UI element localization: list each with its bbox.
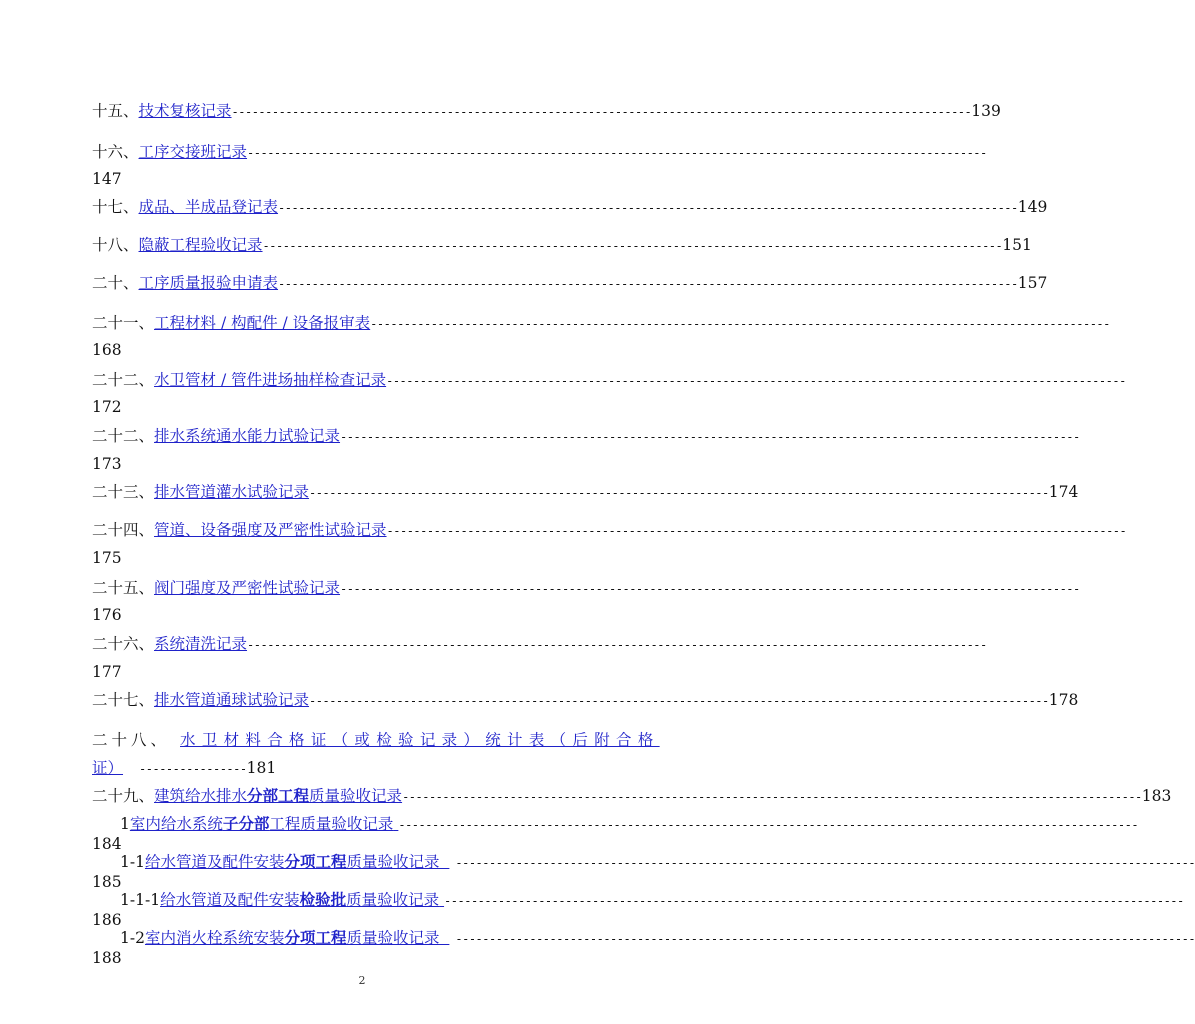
toc-entry-link[interactable]: 室内消火栓系统安装分项工程质量验收记录 [144, 928, 440, 947]
leader-dots: -------------------------------------------------------------------------------------------------------------- [398, 818, 1139, 832]
toc-entry-number: 二十三、 [92, 483, 155, 501]
toc-entry [92, 482, 1079, 503]
toc-entry-page: 178 [1048, 691, 1079, 709]
toc-entry [92, 690, 1079, 711]
toc-entry-page: 176 [92, 606, 122, 624]
toc-entry [92, 520, 1127, 541]
toc-entry-number: 1 [120, 815, 130, 833]
toc-entry-number: 二十六、 [92, 635, 155, 653]
toc-entry [92, 578, 1080, 599]
toc-entry-number: 二十二、 [92, 427, 155, 445]
leader-dots: -------------------------------------------------------------------------------------------------------------- [455, 932, 1195, 946]
toc-entry-link[interactable]: 技术复核记录 [138, 102, 232, 120]
leader-dots: -------------------------------------------------------------------------------------------------------------- [402, 790, 1142, 804]
leader-dots: -------------------------------------------------------------------------------------------------------------- [309, 486, 1049, 500]
toc-entry-link[interactable]: 室内给水系统子分部工程质量验收记录 [129, 814, 394, 833]
toc-entry [92, 101, 1001, 122]
leader-dots: -------------------------------------------------------------------------------------------------------------- [340, 430, 1080, 444]
toc-subentry [120, 928, 1195, 949]
leader-dots: -------------------------------------------------------------------------------------------------------------- [262, 239, 1003, 253]
toc-entry-page: 151 [1002, 236, 1032, 254]
toc-entry [92, 313, 1110, 334]
toc-entry-continuation [92, 758, 276, 779]
toc-entry-link[interactable]: 管道、设备强度及严密性试验记录 [154, 521, 387, 539]
toc-entry-page: 147 [92, 170, 122, 188]
toc-entry-link[interactable]: 排水系统通水能力试验记录 [154, 427, 341, 445]
leader-dots: -------------------------------------------------------------------------------------------------------------- [370, 317, 1110, 331]
toc-subentry [120, 814, 1139, 835]
toc-entry-link[interactable]: 工序质量报验申请表 [138, 274, 279, 292]
toc-entry-link[interactable]: 工序交接班记录 [138, 143, 248, 161]
toc-entry-link[interactable]: 建筑给水排水分部工程质量验收记录 [154, 786, 403, 805]
toc-entry-page: 186 [92, 911, 122, 929]
toc-entry-link[interactable]: 给水管道及配件安装检验批质量验收记录 [160, 890, 440, 909]
toc-entry-link[interactable]: 成品、半成品登记表 [138, 198, 279, 216]
leader-dots: -------------------------------------------------------------------------------------------------------------- [278, 277, 1018, 291]
leader-dots: -------------------------------------------------------------------------------------------------------------- [231, 105, 972, 119]
toc-entry-page: 184 [92, 835, 122, 853]
toc-entry-number: 二十二、 [92, 371, 155, 389]
toc-entry-page: 183 [1141, 787, 1172, 805]
toc-entry-link[interactable]: 给水管道及配件安装分项工程质量验收记录 [144, 852, 440, 871]
toc-entry [92, 273, 1048, 294]
toc-entry-link-continued[interactable]: 证） [92, 759, 124, 777]
leader-dots: -------------------------------------------------------------------------------------------------------------- [386, 524, 1127, 538]
leader-dots: -------------------------------------------------------------------------------------------------------------- [247, 638, 987, 652]
toc-entry-number: 1-1-1 [120, 891, 161, 909]
toc-entry-number: 二十八、 [92, 731, 171, 749]
toc-entry-page: 174 [1048, 483, 1079, 501]
toc-entry-number: 1-2 [120, 929, 145, 947]
leader-dots: -------------------------------------------------------------------------------------------------------------- [309, 694, 1049, 708]
toc-entry-page: 188 [92, 949, 122, 967]
toc-entry [92, 426, 1080, 447]
toc-entry-number: 二十七、 [92, 691, 155, 709]
toc-entry-link[interactable]: 工程材料 / 构配件 / 设备报审表 [154, 314, 371, 332]
toc-entry-number: 十七、 [92, 198, 139, 216]
toc-entry-page: 168 [92, 341, 122, 359]
leader-dots: -------------------------------------------------------------------------------------------------------------- [444, 894, 1184, 908]
leader-dots: -------------------------------------------------------------------------------------------------------------- [247, 146, 987, 160]
toc-entry-page: 177 [92, 663, 122, 681]
toc-entry-link[interactable]: 水卫材料合格证（或检验记录）统计表（后附合格 [180, 731, 660, 749]
leader-dots: -------------------------------------------------------------------------------------------------------------- [386, 374, 1126, 388]
toc-entry [92, 197, 1048, 218]
toc-entry-28 [92, 730, 666, 750]
toc-entry-page: 185 [92, 873, 122, 891]
toc-entry-link[interactable]: 排水管道灌水试验记录 [154, 483, 310, 501]
toc-entry-page: 172 [92, 398, 122, 416]
toc-entry-page: 139 [971, 102, 1001, 120]
toc-entry-page: 157 [1017, 274, 1048, 292]
toc-subentry [120, 890, 1184, 911]
toc-entry [92, 142, 987, 163]
toc-entry [92, 634, 987, 655]
toc-entry-page: 175 [92, 549, 122, 567]
toc-entry-29 [92, 786, 1172, 807]
toc-subentry [120, 852, 1195, 873]
toc-entry-number: 二十四、 [92, 521, 155, 539]
toc-entry-number: 1-1 [120, 853, 145, 871]
toc-entry-number: 二十、 [92, 274, 139, 292]
toc-entry-link[interactable]: 系统清洗记录 [154, 635, 248, 653]
toc-entry-page: 181 [246, 759, 277, 777]
toc-entry-link[interactable]: 隐蔽工程验收记录 [138, 236, 263, 254]
toc-entry-number: 二十五、 [92, 579, 155, 597]
toc-entry-link[interactable]: 排水管道通球试验记录 [154, 691, 310, 709]
toc-entry-link[interactable]: 阀门强度及严密性试验记录 [154, 579, 341, 597]
toc-entry-number: 十八、 [92, 236, 139, 254]
toc-entry-link[interactable]: 水卫管材 / 管件进场抽样检查记录 [154, 371, 387, 389]
toc-entry-number: 十五、 [92, 102, 139, 120]
page-number: 2 [358, 974, 366, 987]
toc-entry-number: 十六、 [92, 143, 139, 161]
toc-entry-page: 173 [92, 455, 122, 473]
toc-entry [92, 235, 1032, 256]
toc-entry-number: 二十九、 [92, 787, 155, 805]
toc-entry-page: 149 [1017, 198, 1048, 216]
leader-dots: ---------------- [139, 762, 247, 776]
toc-entry [92, 370, 1126, 391]
leader-dots: -------------------------------------------------------------------------------------------------------------- [455, 856, 1195, 870]
leader-dots: -------------------------------------------------------------------------------------------------------------- [340, 582, 1080, 596]
toc-entry-number: 二十一、 [92, 314, 155, 332]
leader-dots: -------------------------------------------------------------------------------------------------------------- [278, 201, 1018, 215]
